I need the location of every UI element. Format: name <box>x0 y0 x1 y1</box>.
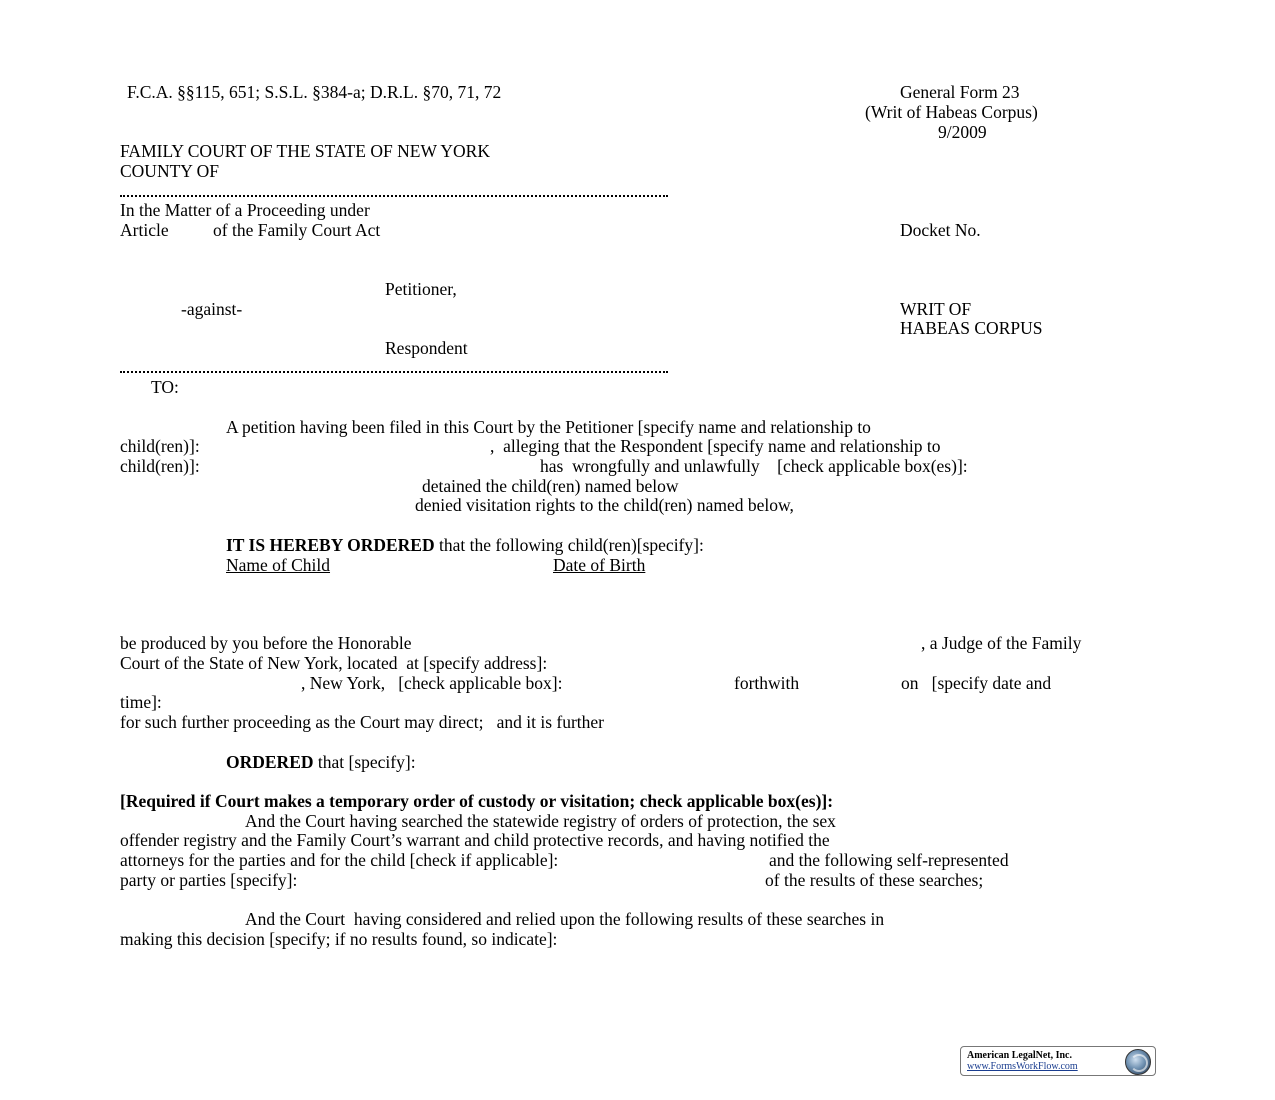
document-title-line2: HABEAS CORPUS <box>900 318 1043 338</box>
produce-text-line3a: , New York, [check applicable box]: <box>301 673 563 693</box>
publisher-website-link[interactable]: www.FormsWorkFlow.com <box>967 1061 1078 1072</box>
petition-text-line2b: , alleging that the Respondent [specify name and relationship to <box>490 436 941 456</box>
matter-line: In the Matter of a Proceeding under <box>120 200 370 220</box>
petition-text-line3b: has wrongfully and unlawfully [check applicable box(es)]: <box>540 456 968 476</box>
search-text-line2: offender registry and the Family Court’s warrant and child protective records, and having notified the <box>120 830 830 850</box>
order-bold: IT IS HEREBY ORDERED <box>226 535 435 555</box>
order-clause <box>226 535 704 555</box>
document-title-line1: WRIT OF <box>900 299 972 319</box>
order-rest: that the following child(ren)[specify]: <box>434 535 704 555</box>
ordered-rest: that [specify]: <box>313 752 416 772</box>
publisher-logo[interactable] <box>960 1046 1156 1076</box>
form-number: General Form 23 <box>900 82 1020 102</box>
required-heading: [Required if Court makes a temporary order of custody or visitation; check applicable box(es)]: <box>120 791 834 811</box>
option-detained: detained the child(ren) named below <box>422 476 679 496</box>
produce-text-line5: for such further proceeding as the Court may direct; and it is further <box>120 712 605 732</box>
search-text-line3a: attorneys for the parties and for the child [check if applicable]: <box>120 850 559 870</box>
petition-text-line3a: child(ren)]: <box>120 456 200 476</box>
respondent-label: Respondent <box>385 338 468 358</box>
globe-icon <box>1125 1049 1151 1075</box>
caption-divider-top <box>120 191 668 197</box>
docket-label: Docket No. <box>900 220 981 240</box>
form-date: 9/2009 <box>938 122 987 142</box>
search-text-line3b: and the following self-represented <box>769 850 1009 870</box>
produce-text-line2: Court of the State of New York, located at [specify address]: <box>120 653 548 673</box>
column-date-of-birth: Date of Birth <box>553 555 646 575</box>
produce-text-line4: time]: <box>120 692 162 712</box>
ordered-clause <box>226 752 416 772</box>
to-label: TO: <box>151 377 179 397</box>
results-text-line1: And the Court having considered and relied upon the following results of these searches in <box>245 909 885 929</box>
produce-text-line1b: , a Judge of the Family <box>921 633 1082 653</box>
ordered-bold: ORDERED <box>226 752 314 772</box>
column-name-of-child: Name of Child <box>226 555 331 575</box>
article-label: Article <box>120 220 169 240</box>
court-name: FAMILY COURT OF THE STATE OF NEW YORK <box>120 141 490 161</box>
petition-text-line1: A petition having been filed in this Court by the Petitioner [specify name and relationship to <box>226 417 871 437</box>
option-denied-visitation: denied visitation rights to the child(ren) named below, <box>415 495 794 515</box>
publisher-name: American LegalNet, Inc. <box>967 1050 1072 1061</box>
option-on-date: on [specify date and <box>901 673 1052 693</box>
petitioner-label: Petitioner, <box>385 279 457 299</box>
search-text-line1: And the Court having searched the statewide registry of orders of protection, the sex <box>245 811 836 831</box>
produce-text-line1a: be produced by you before the Honorable <box>120 633 412 653</box>
results-text-line2: making this decision [specify; if no results found, so indicate]: <box>120 929 558 949</box>
statute-citation: F.C.A. §§115, 651; S.S.L. §384-a; D.R.L. §70, 71, 72 <box>127 82 502 102</box>
form-name: (Writ of Habeas Corpus) <box>865 102 1038 122</box>
petition-text-line2a: child(ren)]: <box>120 436 200 456</box>
search-text-line4a: party or parties [specify]: <box>120 870 298 890</box>
option-forthwith: forthwith <box>734 673 800 693</box>
search-text-line4b: of the results of these searches; <box>765 870 984 890</box>
county-label: COUNTY OF <box>120 161 220 181</box>
caption-divider-bottom <box>120 367 668 373</box>
article-rest: of the Family Court Act <box>213 220 381 240</box>
against-label: -against- <box>181 299 243 319</box>
